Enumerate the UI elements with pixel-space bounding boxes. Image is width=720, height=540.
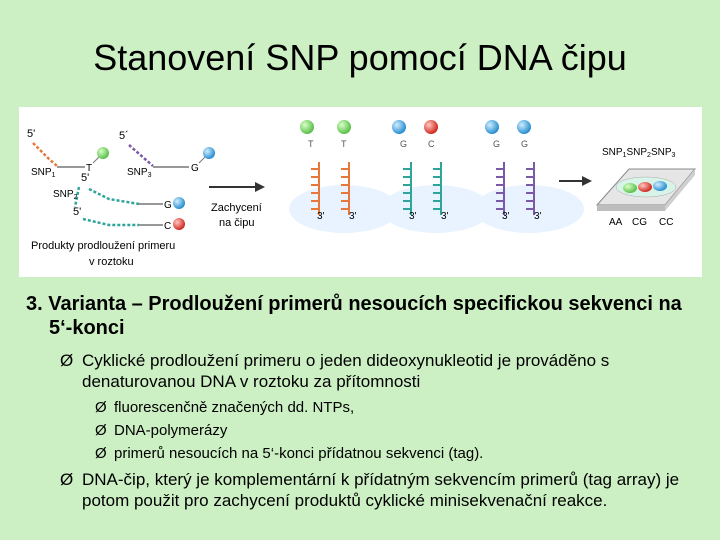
bullet-text: DNA-čip, který je komplementární k přídatným sekvencím primerů (tag array) je potom použit pro zachycení produktů cyklické minisekvenační reakce. [82,470,680,510]
snp1-label: $SNP_1$ [31,167,56,179]
capture-arrow [209,182,265,229]
dna-chip [597,147,695,228]
label-5prime-d: 5' [73,206,82,218]
top-base-1: T [308,139,314,149]
label-5prime-a: 5' [27,128,36,140]
top-base-6: G [521,139,529,149]
dot-blue-1 [392,120,406,134]
products-label-line2: v roztoku [89,256,134,268]
subbullet-polymerase [95,421,695,441]
snp3-label: $SNP_3$ [127,167,152,179]
three-prime-5: 3' [502,211,510,222]
capture-label-line1: Zachycení [211,202,262,214]
products-label-line1: Produkty prodloužení primeru [31,240,176,252]
captured-products-panel [289,120,584,233]
three-prime-3: 3' [409,211,417,222]
fluor-dot-blue [203,147,215,159]
three-prime-4: 3' [441,211,449,222]
arrow-bullet-icon: Ø [95,445,107,462]
slide-title: Stanovení SNP pomocí DNA čipu [93,37,627,78]
subbullet-text: fluorescenčně značených dd. NTPs, [114,399,355,416]
chip-bottom-cg: CG [632,217,647,228]
arrow-bullet-icon: Ø [60,470,74,489]
chip-spot-green [623,183,637,193]
three-prime-6: 3' [534,211,542,222]
capture-label-line2: na čipu [219,217,255,229]
fluor-dot-green [97,147,109,159]
top-base-3: G [400,139,408,149]
fluor-dot-blue-2 [173,197,185,209]
base-g1-label: G [191,163,199,174]
chip-spot-blue [653,181,667,191]
label-5prime-c: 5' [81,172,90,184]
dot-green-2 [337,120,351,134]
base-g2-label: G [164,200,172,211]
dot-blue-2 [485,120,499,134]
snp-chip-figure [19,107,702,277]
top-base-5: G [493,139,501,149]
dot-red-1 [424,120,438,134]
subbullet-primers [95,444,695,464]
arrow-bullet-icon: Ø [95,399,107,416]
bullet-dna-chip [60,469,712,511]
dot-green-1 [300,120,314,134]
subbullet-fluorescent [95,398,695,418]
primer-products-panel [27,128,215,268]
arrow-bullet-icon: Ø [95,422,107,439]
point-number: 3. [26,293,43,315]
label-5prime-b: 5´ [119,130,129,142]
base-c-label: C [164,221,172,232]
point-text: Varianta – Prodloužení primerů nesoucích specifickou sekvenci na 5‘-konci [48,293,682,339]
snp2-label: $SNP_2$ [53,189,78,201]
main-point-3 [26,292,706,340]
bullet-text: Cyklické prodloužení primeru o jeden dideoxynukleotid je prováděno s denaturovanou DNA v roztoku za přítomnosti [82,351,610,391]
top-base-4: C [428,139,435,149]
bullet-cyclic-extension [60,350,712,392]
top-base-2: T [341,139,347,149]
chip-bottom-aa: AA [609,217,623,228]
subbullet-text: DNA-polymerázy [114,422,228,439]
chip-spot-red [638,182,652,192]
chip-bottom-cc: CC [659,217,674,228]
chip-snp-labels: $SNP_1SNP_2SNP_3$ [602,147,676,159]
fluor-dot-red [173,218,185,230]
three-prime-1: 3' [317,211,325,222]
three-prime-2: 3' [349,211,357,222]
dot-blue-3 [517,120,531,134]
arrow-bullet-icon: Ø [60,351,74,370]
subbullet-text: primerů nesoucích na 5‘-konci přídatnou sekvenci (tag). [114,445,484,462]
chip-arrow [559,176,592,186]
base-t-label: T [86,163,93,174]
